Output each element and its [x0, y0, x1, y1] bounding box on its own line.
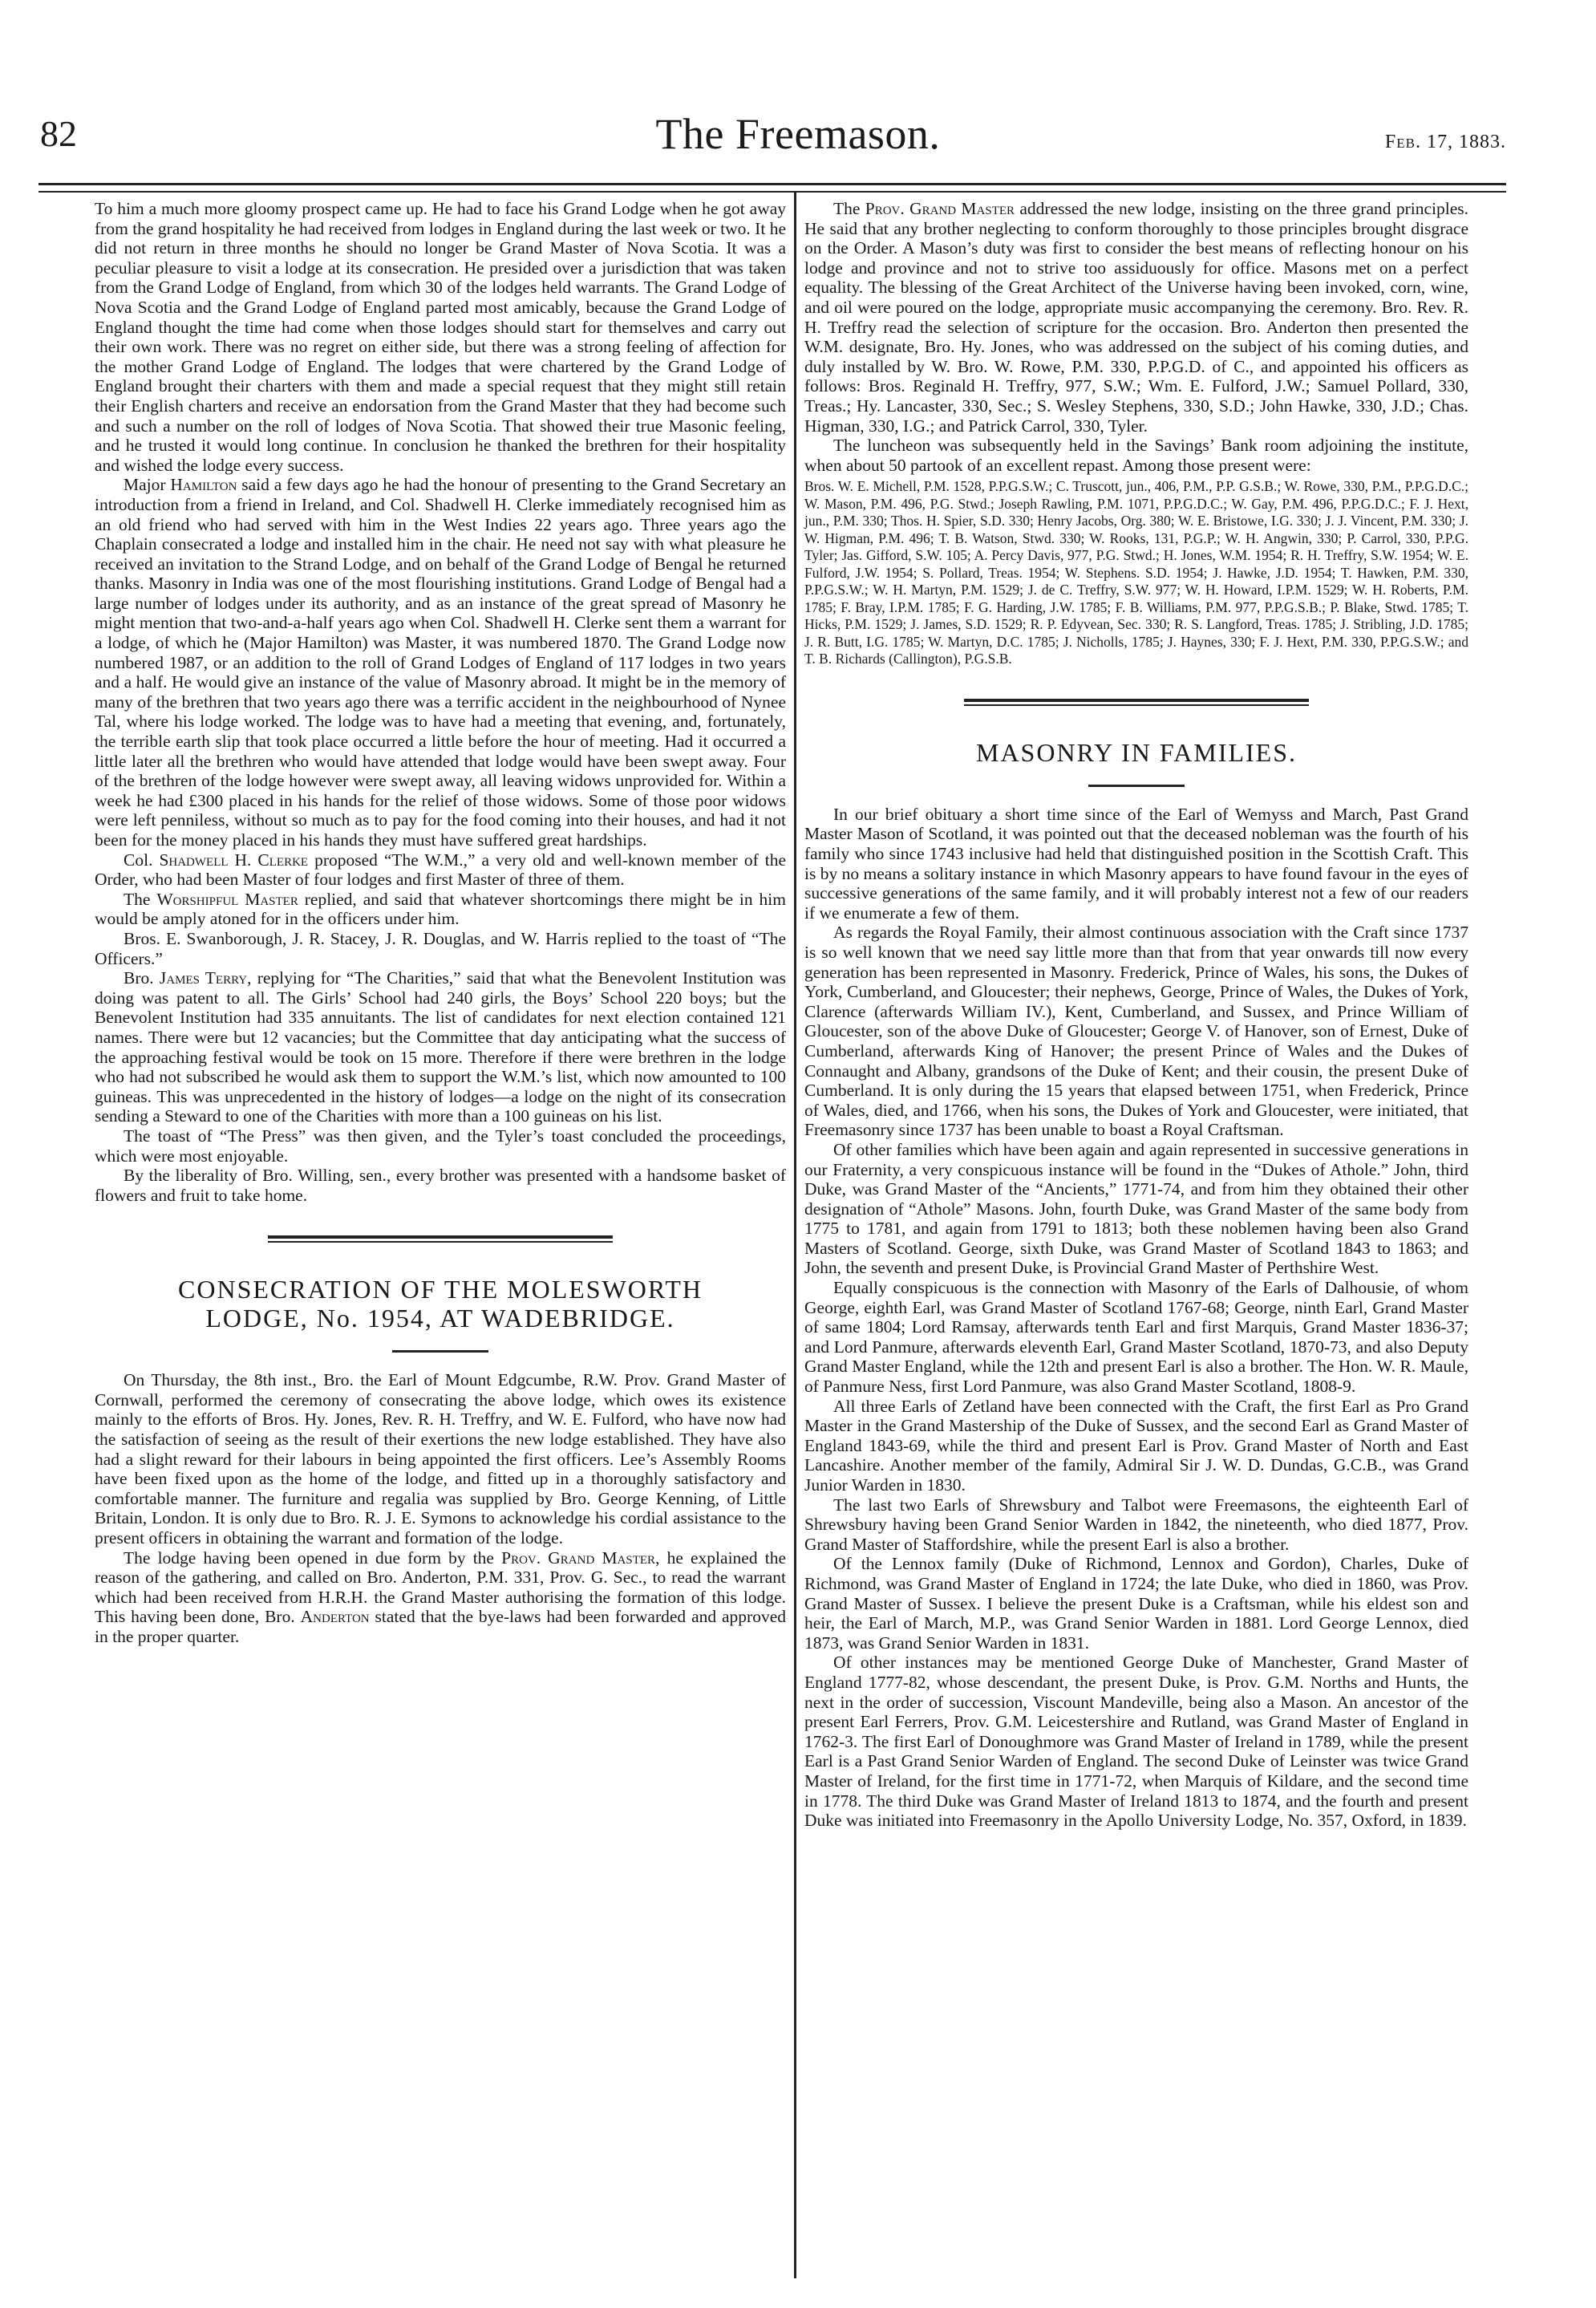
paragraph: By the liberality of Bro. Willing, sen., every brother was presented with a handsome basket of flowers and fruit to take home.	[95, 1166, 786, 1205]
section-divider	[964, 699, 1309, 706]
paragraph-clerke: Col. Shadwell H. Clerke proposed “The W.M.,” a very old and well-known member of the Order, who had been Master of four lodges and first Master of three of them.	[95, 850, 786, 890]
paragraph: Of the Lennox family (Duke of Richmond, Lennox and Gordon), Charles, Duke of Richmond, was Grand Master of England in 1724; the late Duke, who died in 1860, was Prov. Grand Master of Sussex. I believe the present Duke is a Craftsman, while his eldest son and heir, the Earl of March, M.P., was Grand Senior Warden in 1881. Lord George Lennox, died 1873, was Grand Senior Warden in 1831.	[804, 1554, 1468, 1653]
column-divider	[794, 193, 796, 2278]
attendee-list: Bros. W. E. Michell, P.M. 1528, P.P.G.S.W.; C. Truscott, jun., 406, P.M., P.P. G.S.B.; W. Rowe, 330, P.M., P.P.G.D.C.; W. Mason, P.M. 496, P.G. Stwd.; Joseph Rawling, P.M. 1071, P.P.G.D.C.; W. Gay, P.M. 496, P.P.G.D.C.; F. J. Hext, jun., P.M. 330; Thos. H. Spier, S.D. 330; Henry Jacobs, Org. 380; W. E. Bristowe, I.G. 330; J. J. Vincent, P.M. 330; J. W. Higman, P.M. 496; T. B. Watson, Stwd. 330; W. Rooks, 131, P.G.P.; W. H. Angwin, 330; P. Carrol, 330, P.P.G. Tyler; Jas. Gifford, S.W. 105; A. Percy Davis, 977, P.G. Stwd.; H. Jones, W.M. 1954; R. H. Treffry, S.W. 1954; W. E. Fulford, J.W. 1954; S. Pollard, Treas. 1954; W. Stephens. S.D. 1954; J. Hawke, J.D. 1954; T. Hawken, P.M. 330, P.P.G.S.W.; W. H. Martyn, P.M. 1529; J. de C. Treffry, S.W. 977; W. H. Howard, I.P.M. 1529; W. H. Roberts, P.M. 1785; F. Bray, I.P.M. 1785; F. G. Harding, J.W. 1785; F. B. Williams, P.M. 977, P.P.G.S.B.; P. Blake, Stwd. 1785; T. Hicks, P.M. 1529; J. James, S.D. 1529; R. P. Edyvean, Sec. 330; R. S. Langford, Treas. 1785; J. Stribling, J.D. 1785; J. R. Butt, I.G. 1785; W. Martyn, D.C. 1785; J. Nicholls, 1785; J. Haynes, 330; F. J. Hext, P.M. 330, P.P.G.S.W.; and T. B. Richards (Callington), P.G.S.B.	[804, 478, 1468, 667]
heading-rule	[1088, 785, 1185, 787]
paragraph: All three Earls of Zetland have been connected with the Craft, the first Earl as Pro Grand Master in the Grand Mastership of the Duke of Sussex, and the second Earl as Grand Master of England 1843-69, while the third and present Earl is Prov. Grand Master of North and East Lancashire. Another member of the family, Admiral Sir J. W. D. Dundas, G.C.B., was Grand Junior Warden in 1830.	[804, 1396, 1468, 1495]
section-divider	[268, 1235, 613, 1243]
paragraph-wm: The Worshipful Master replied, and said that whatever shortcomings there might be in him would be amply atoned for in the officers under him.	[95, 889, 786, 929]
paragraph-officers: Bros. E. Swanborough, J. R. Stacey, J. R. Douglas, and W. Harris replied to the toast of “The Officers.”	[95, 928, 786, 968]
publication-title: The Freemason.	[655, 110, 941, 158]
speaker-name: Shadwell H. Clerke	[159, 850, 309, 870]
issue-date: Feb. 17, 1883.	[1384, 132, 1506, 152]
article-heading: MASONRY IN FAMILIES.	[975, 737, 1298, 767]
paragraph: Of other instances may be mentioned George Duke of Manchester, Grand Master of England 1777-82, whose descendant, the present Duke, is Prov. G.M. Norths and Hunts, the next in the order of succession, Viscount Mandeville, being also a Mason. An ancestor of the present Earl Ferrers, Prov. G.M. Leicestershire and Rutland, was Grand Master of England in 1762-3. The first Earl of Donoughmore was Grand Master of Ireland in 1789, while the present Earl is a Past Grand Senior Warden of England. The second Duke of Leinster was twice Grand Master of Ireland, for the first time in 1771-72, when Marquis of Kildare, and the second time in 1778. The third Duke was Grand Master of Ireland 1813 to 1874, and the fourth and present Duke was initiated into Freemasonry in the Apollo University Lodge, No. 357, Oxford, in 1839.	[804, 1653, 1468, 1831]
speaker-name: Hamilton	[170, 475, 237, 495]
article-heading-line1: CONSECRATION OF THE MOLESWORTH	[178, 1275, 703, 1304]
paragraph-luncheon: The luncheon was subsequently held in the Savings’ Bank room adjoining the institute, when about 50 partook of an excellent repast. Among those present were:	[804, 436, 1468, 475]
paragraph: The toast of “The Press” was then given, and the Tyler’s toast concluded the proceedings, which were most enjoyable.	[95, 1126, 786, 1166]
heading-rule	[392, 1350, 488, 1353]
paragraph: As regards the Royal Family, their almost continuous association with the Craft since 1737 is so well known that we need say little more than that from that year onwards till now every generation has been represented in Masonry. Frederick, Prince of Wales, his sons, the Dukes of York, Cumberland, and Gloucester; their nephews, George, Prince of Wales, the Dukes of York, Clarence (afterwards William IV.), Kent, Cumberland, and Sussex, and Prince William of Gloucester, son of the above Duke of Gloucester; George V. of Hanover, son of Ernest, Duke of Cumberland, afterwards King of Hanover; the present Prince of Wales and the Dukes of Connaught and Albany, grandsons of the Duke of Kent; and their cousin, the present Duke of Cumberland. It is only during the 15 years that elapsed between 1751, when Frederick, Prince of Wales, died, and 1766, when his sons, the Dukes of York and Gloucester, were initiated, that Freemasonry since 1737 has been unable to boast a Royal Craftsman.	[804, 923, 1468, 1140]
paragraph: Of other families which have been again and again represented in successive generations in our Fraternity, a very conspicuous instance will be found in the “Dukes of Athole.” John, third Duke, was Grand Master of the “Ancients,” 1771-74, and from him they obtained their other designation of “Athole” Masons. John, fourth Duke, was Grand Master of the same body from 1775 to 1781, and again from 1791 to 1813; both these noblemen having been also Grand Masters of Scotland. George, sixth Duke, was Grand Master of Scotland 1843 to 1863; and John, the seventh and present Duke, is Provincial Grand Master of Perthshire West.	[804, 1139, 1468, 1278]
paragraph: The last two Earls of Shrewsbury and Talbot were Freemasons, the eighteenth Earl of Shrewsbury having been Grand Senior Warden in 1842, the nineteenth, who died 1877, Prov. Grand Master of Staffordshire, while the present Earl is also a brother.	[804, 1495, 1468, 1554]
article-heading-line2: LODGE, No. 1954, AT WADEBRIDGE.	[205, 1304, 675, 1333]
paragraph: To him a much more gloomy prospect came up. He had to face his Grand Lodge when he got away from the grand hospitality he had received from lodges in England during the last week or two. It he did not return in three months he should no longer be Grand Master of Nova Scotia. It was a peculiar pleasure to visit a lodge at its consecration. He presided over a jurisdiction that was taken from the Grand Lodge of England, from which 30 of the lodges held warrants. The Grand Lodge of Nova Scotia and the Grand Lodge of England parted most amicably, because the Grand Lodge of England thought the time had come when those lodges should start for themselves and carry out their own work. There was no regret on either side, but there was a strong feeling of affection for the mother Grand Lodge of England. The lodges that were chartered by the Grand Lodge of England brought their charters with them and made a special request that they might still retain their English charters and receive an endorsation from the Grand Master that they had become such and such a number on the roll of lodges of Nova Scotia. That showed their true Masonic feeling, and he trusted it would long continue. In conclusion he thanked the brethren for their hospitality and wished the lodge every success.	[95, 199, 786, 475]
paragraph: The lodge having been opened in due form by the Prov. Grand Master, he explained the reason of the gathering, and called on Bro. Anderton, P.M. 331, Prov. G. Sec., to read the warrant which had been received from H.R.H. the Grand Master authorising the formation of this lodge. This having been done, Bro. Anderton stated that the bye-laws had been forwarded and approved in the proper quarter.	[95, 1547, 787, 1646]
paragraph-pgm: The Prov. Grand Master addressed the new lodge, insisting on the three grand principles. He said that any brother neglecting to conform thoroughly to those principles brought disgrace on the Order. A Mason’s duty was first to consider the best means of reflecting honour on his lodge and province and not to strive too assiduously for office. Masons met on a perfect equality. The blessing of the Great Architect of the Universe having been invoked, corn, wine, and oil were poured on the lodge, appropriate music accompanying the ceremony. Bro. Rev. R. H. Treffry read the selection of scripture for the occasion. Bro. Anderton then presented the W.M. designate, Bro. Hy. Jones, who was addressed on the subject of his coming duties, and duly installed by W. Bro. W. Rowe, P.M. 330, P.P.G.D. of C., and appointed his officers as follows: Bros. Reginald H. Treffry, 977, S.W.; Wm. E. Fulford, J.W.; Samuel Pollard, 330, Treas.; Hy. Lancaster, 330, Sec.; S. Wesley Stephens, 330, S.D.; John Hawke, 330, J.D.; Chas. Higman, 330, I.G.; and Patrick Carrol, 330, Tyler.	[804, 199, 1468, 436]
page-number: 82	[40, 113, 77, 154]
paragraph: Equally conspicuous is the connection with Masonry of the Earls of Dalhousie, of whom George, eighth Earl, was Grand Master of Scotland 1767-68; George, ninth Earl, Grand Master of same 1804; Lord Ramsay, afterwards tenth Earl and first Marquis, Grand Master 1836-37; and Lord Panmure, afterwards eleventh Earl, Grand Master Scotland, 1870-73, and also Deputy Grand Master England, while the 12th and present Earl is also a brother. The Hon. W. R. Maule, of Panmure Ness, first Lord Panmure, was also Grand Master Scotland, 1808-9.	[804, 1278, 1468, 1397]
speaker-name: Prov. Grand Master	[865, 199, 1015, 218]
right-column	[804, 199, 1468, 1831]
paragraph: In our brief obituary a short time since of the Earl of Wemyss and March, Past Grand Master Mason of Scotland, it was pointed out that the deceased nobleman was the fourth of his family who since 1743 inclusive had held that distinguished position in the Scottish Craft. This is by no means a solitary instance in which Masonry appears to have found favour in the eyes of successive generations of the same family, and it will probably interest not a few of our readers if we enumerate a few of them.	[804, 804, 1468, 923]
speaker-name: James Terry	[159, 968, 248, 988]
paragraph-terry: Bro. James Terry, replying for “The Charities,” said that what the Benevolent Institution was doing was patent to all. The Girls’ School had 240 girls, the Boys’ School 220 boys; but the Benevolent Institution had 335 annuitants. The list of candidates for next election contained 121 names. There were but 12 vacancies; but the Committee that day anticipating what the success of the approaching festival would be took on 15 more. Therefore if there were brethren in the lodge who had not subscribed he would ask them to support the W.M.’s list, which now amounted to 100 guineas. This was unprecedented in the history of lodges—a lodge on the night of its consecration sending a Steward to one of the Charities with more than a 100 guineas on his list.	[95, 968, 787, 1126]
speaker-name: Worshipful Master	[156, 889, 298, 909]
paragraph: On Thursday, the 8th inst., Bro. the Earl of Mount Edgcumbe, R.W. Prov. Grand Master of Cornwall, performed the ceremony of consecrating the above lodge, which owes its existence mainly to the efforts of Bros. Hy. Jones, Rev. R. H. Treffry, and W. E. Fulford, who have now had the satisfaction of seeing as the result of their exertions the new lodge established. They have also had a slight reward for their labours in being appointed the first officers. Lee’s Assembly Rooms have been fixed upon as the home of the lodge, and fitted up in a thoroughly satisfactory and comfortable manner. The furniture and regalia was supplied by Bro. George Kenning, of Little Britain, London. It is only due to Bro. R. J. E. Symons to acknowledge his cordial assistance to the present officers in obtaining the warrant and formation of the lodge.	[95, 1370, 786, 1548]
paragraph-hamilton: Major Hamilton said a few days ago he had the honour of presenting to the Grand Secretary an introduction from a friend in Ireland, and Col. Shadwell H. Clerke immediately recognised him as an old friend who had served with him in the West Indies 22 years ago. Three years ago the Chaplain consecrated a lodge and installed him in the chair. He need not say with what pleasure he received an invitation to the Strand Lodge, and on behalf of the Grand Lodge of Bengal he returned thanks. Masonry in India was one of the most flourishing institutions. Grand Lodge of Bengal had a large number of lodges under its authority, and as an instance of the great spread of Masonry he might mention that two-and-a-half years ago when Col. Shadwell H. Clerke sent them a warrant for a lodge, of which he (Major Hamilton) was Master, it was numbered 1870. The Grand Lodge now numbered 1987, or an addition to the roll of Grand Lodges of England of 117 lodges in two years and a half. He would give an instance of the value of Masonry abroad. It might be in the memory of many of the brethren that two years ago there was a terrific accident in the neighbourhood of Nynee Tal, where his lodge worked. The lodge was to have had a meeting that evening, and, fortunately, the terrible earth slip that took place occurred a little before the hour of meeting. Had it occurred a little later all the brethren who would have attended that lodge would have been swept away. Four of the brethren of the lodge however were swept away, all leaving widows unprovided for. Within a week he had £300 placed in his hands for the relief of those widows. Some of those poor widows were left penniless, without so much as to pay for the food coming into their houses, and had it not been for the money placed in his hands they must have suffered great hardships.	[95, 475, 786, 850]
header-rule	[38, 183, 1506, 193]
masthead	[0, 112, 1596, 176]
left-column	[95, 199, 786, 1647]
